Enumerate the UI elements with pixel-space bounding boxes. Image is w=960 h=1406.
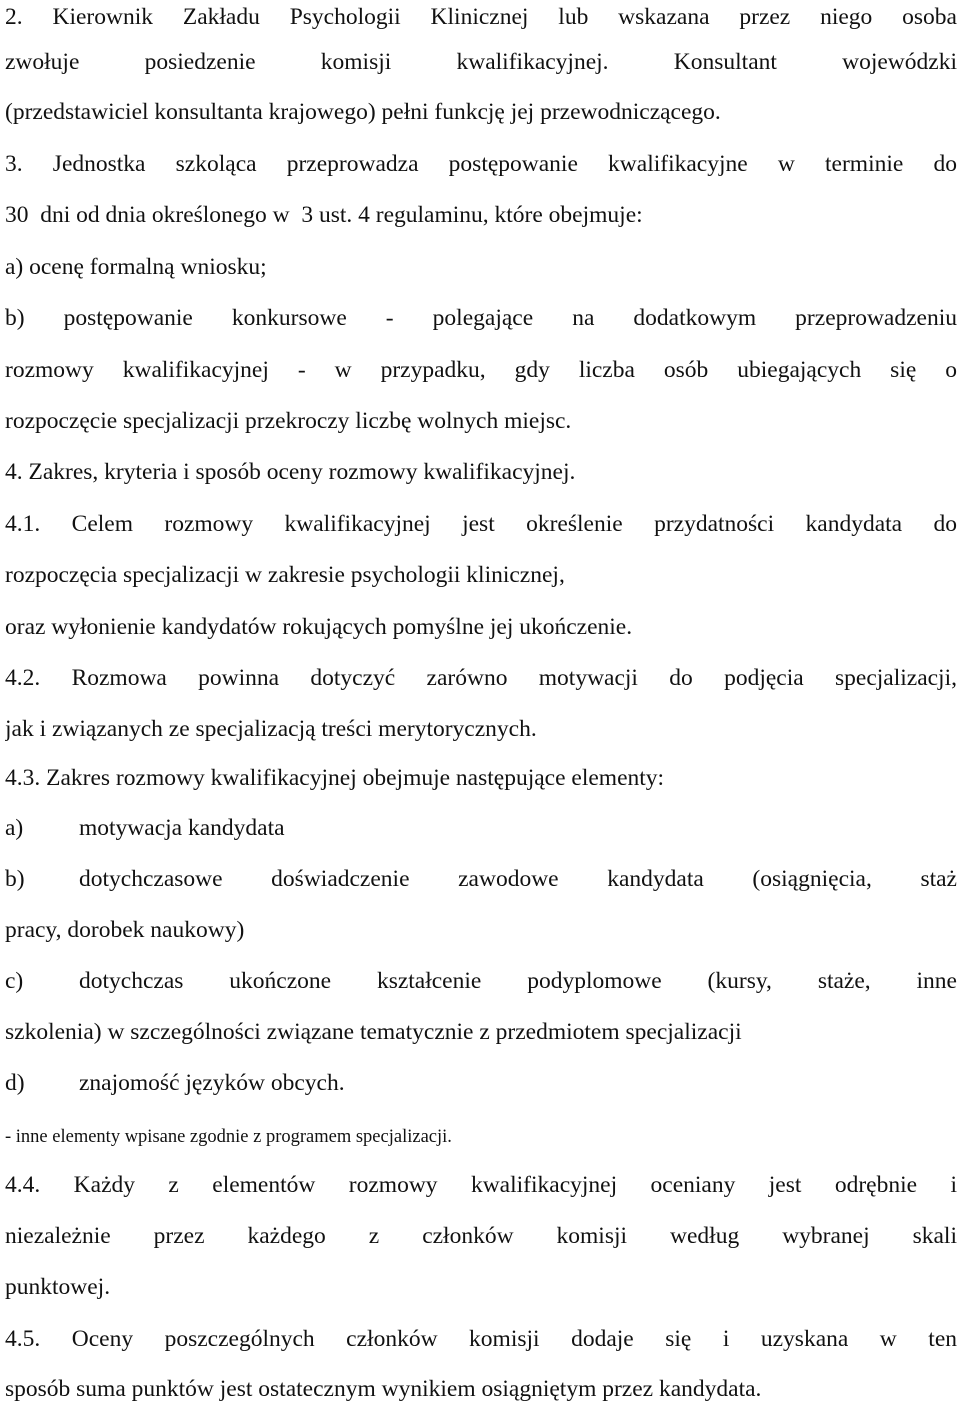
list-item-text: znajomość języków obcych. <box>79 1070 345 1096</box>
text-line: niezależnie przez każdego z członków komisji według wybranej skali <box>5 1223 957 1249</box>
section-heading: 4. Zakres, kryteria i sposób oceny rozmowy kwalifikacyjnej. <box>5 459 576 485</box>
text-line: 4.1. Celem rozmowy kwalifikacyjnej jest określenie przydatności kandydata do <box>5 511 957 537</box>
text-line: - inne elementy wpisane zgodnie z programem specjalizacji. <box>5 1127 452 1147</box>
text-line: a) ocenę formalną wniosku; <box>5 254 267 280</box>
text-line: 4.2. Rozmowa powinna dotyczyć zarówno motywacji do podjęcia specjalizacji, <box>5 665 957 691</box>
text-line: 4.3. Zakres rozmowy kwalifikacyjnej obejmuje następujące elementy: <box>5 765 665 791</box>
text-line: 2. Kierownik Zakładu Psychologii Klinicznej lub wskazana przez niego osoba <box>5 4 957 30</box>
text-line: rozmowy kwalifikacyjnej - w przypadku, gdy liczba osób ubiegających się o <box>5 357 957 383</box>
text-line: jak i związanych ze specjalizacją treści merytorycznych. <box>5 716 537 742</box>
text-line: rozpoczęcia specjalizacji w zakresie psychologii klinicznej, <box>5 562 565 588</box>
list-item <box>5 811 957 845</box>
text-line: punktowej. <box>5 1274 111 1300</box>
text-line: sposób suma punktów jest ostatecznym wynikiem osiągniętym przez kandydata. <box>5 1376 762 1402</box>
list-item-text: dotychczasowe doświadczenie zawodowe kandydata (osiągnięcia, staż <box>79 866 957 892</box>
text-line: 4.5. Oceny poszczególnych członków komisji dodaje się i uzyskana w ten <box>5 1326 957 1352</box>
text-line: b) postępowanie konkursowe - polegające na dodatkowym przeprowadzeniu <box>5 305 957 331</box>
list-label: d) <box>5 1070 25 1096</box>
text-line: (przedstawiciel konsultanta krajowego) pełni funkcję jej przewodniczącego. <box>5 99 721 125</box>
text-line: 3. Jednostka szkoląca przeprowadza postępowanie kwalifikacyjne w terminie do <box>5 151 957 177</box>
list-item <box>5 862 957 896</box>
text-line: pracy, dorobek naukowy) <box>5 917 245 943</box>
list-item-text: dotychczas ukończone kształcenie podyplomowe (kursy, staże, inne <box>79 968 957 994</box>
list-item <box>5 964 957 998</box>
text-line: oraz wyłonienie kandydatów rokujących pomyślne jej ukończenie. <box>5 614 633 640</box>
text-line: zwołuje posiedzenie komisji kwalifikacyjnej. Konsultant wojewódzki <box>5 49 957 75</box>
list-label: a) <box>5 815 24 841</box>
list-label: c) <box>5 968 24 994</box>
text-line: szkolenia) w szczególności związane tematycznie z przedmiotem specjalizacji <box>5 1019 742 1045</box>
text-line: 4.4. Każdy z elementów rozmowy kwalifikacyjnej oceniany jest odrębnie i <box>5 1172 957 1198</box>
text-line: rozpoczęcie specjalizacji przekroczy liczbę wolnych miejsc. <box>5 408 572 434</box>
list-item <box>5 1066 957 1100</box>
list-label: b) <box>5 866 25 892</box>
text-line: 30 dni od dnia określonego w 3 ust. 4 regulaminu, które obejmuje: <box>5 202 643 228</box>
list-item-text: motywacja kandydata <box>79 815 285 841</box>
